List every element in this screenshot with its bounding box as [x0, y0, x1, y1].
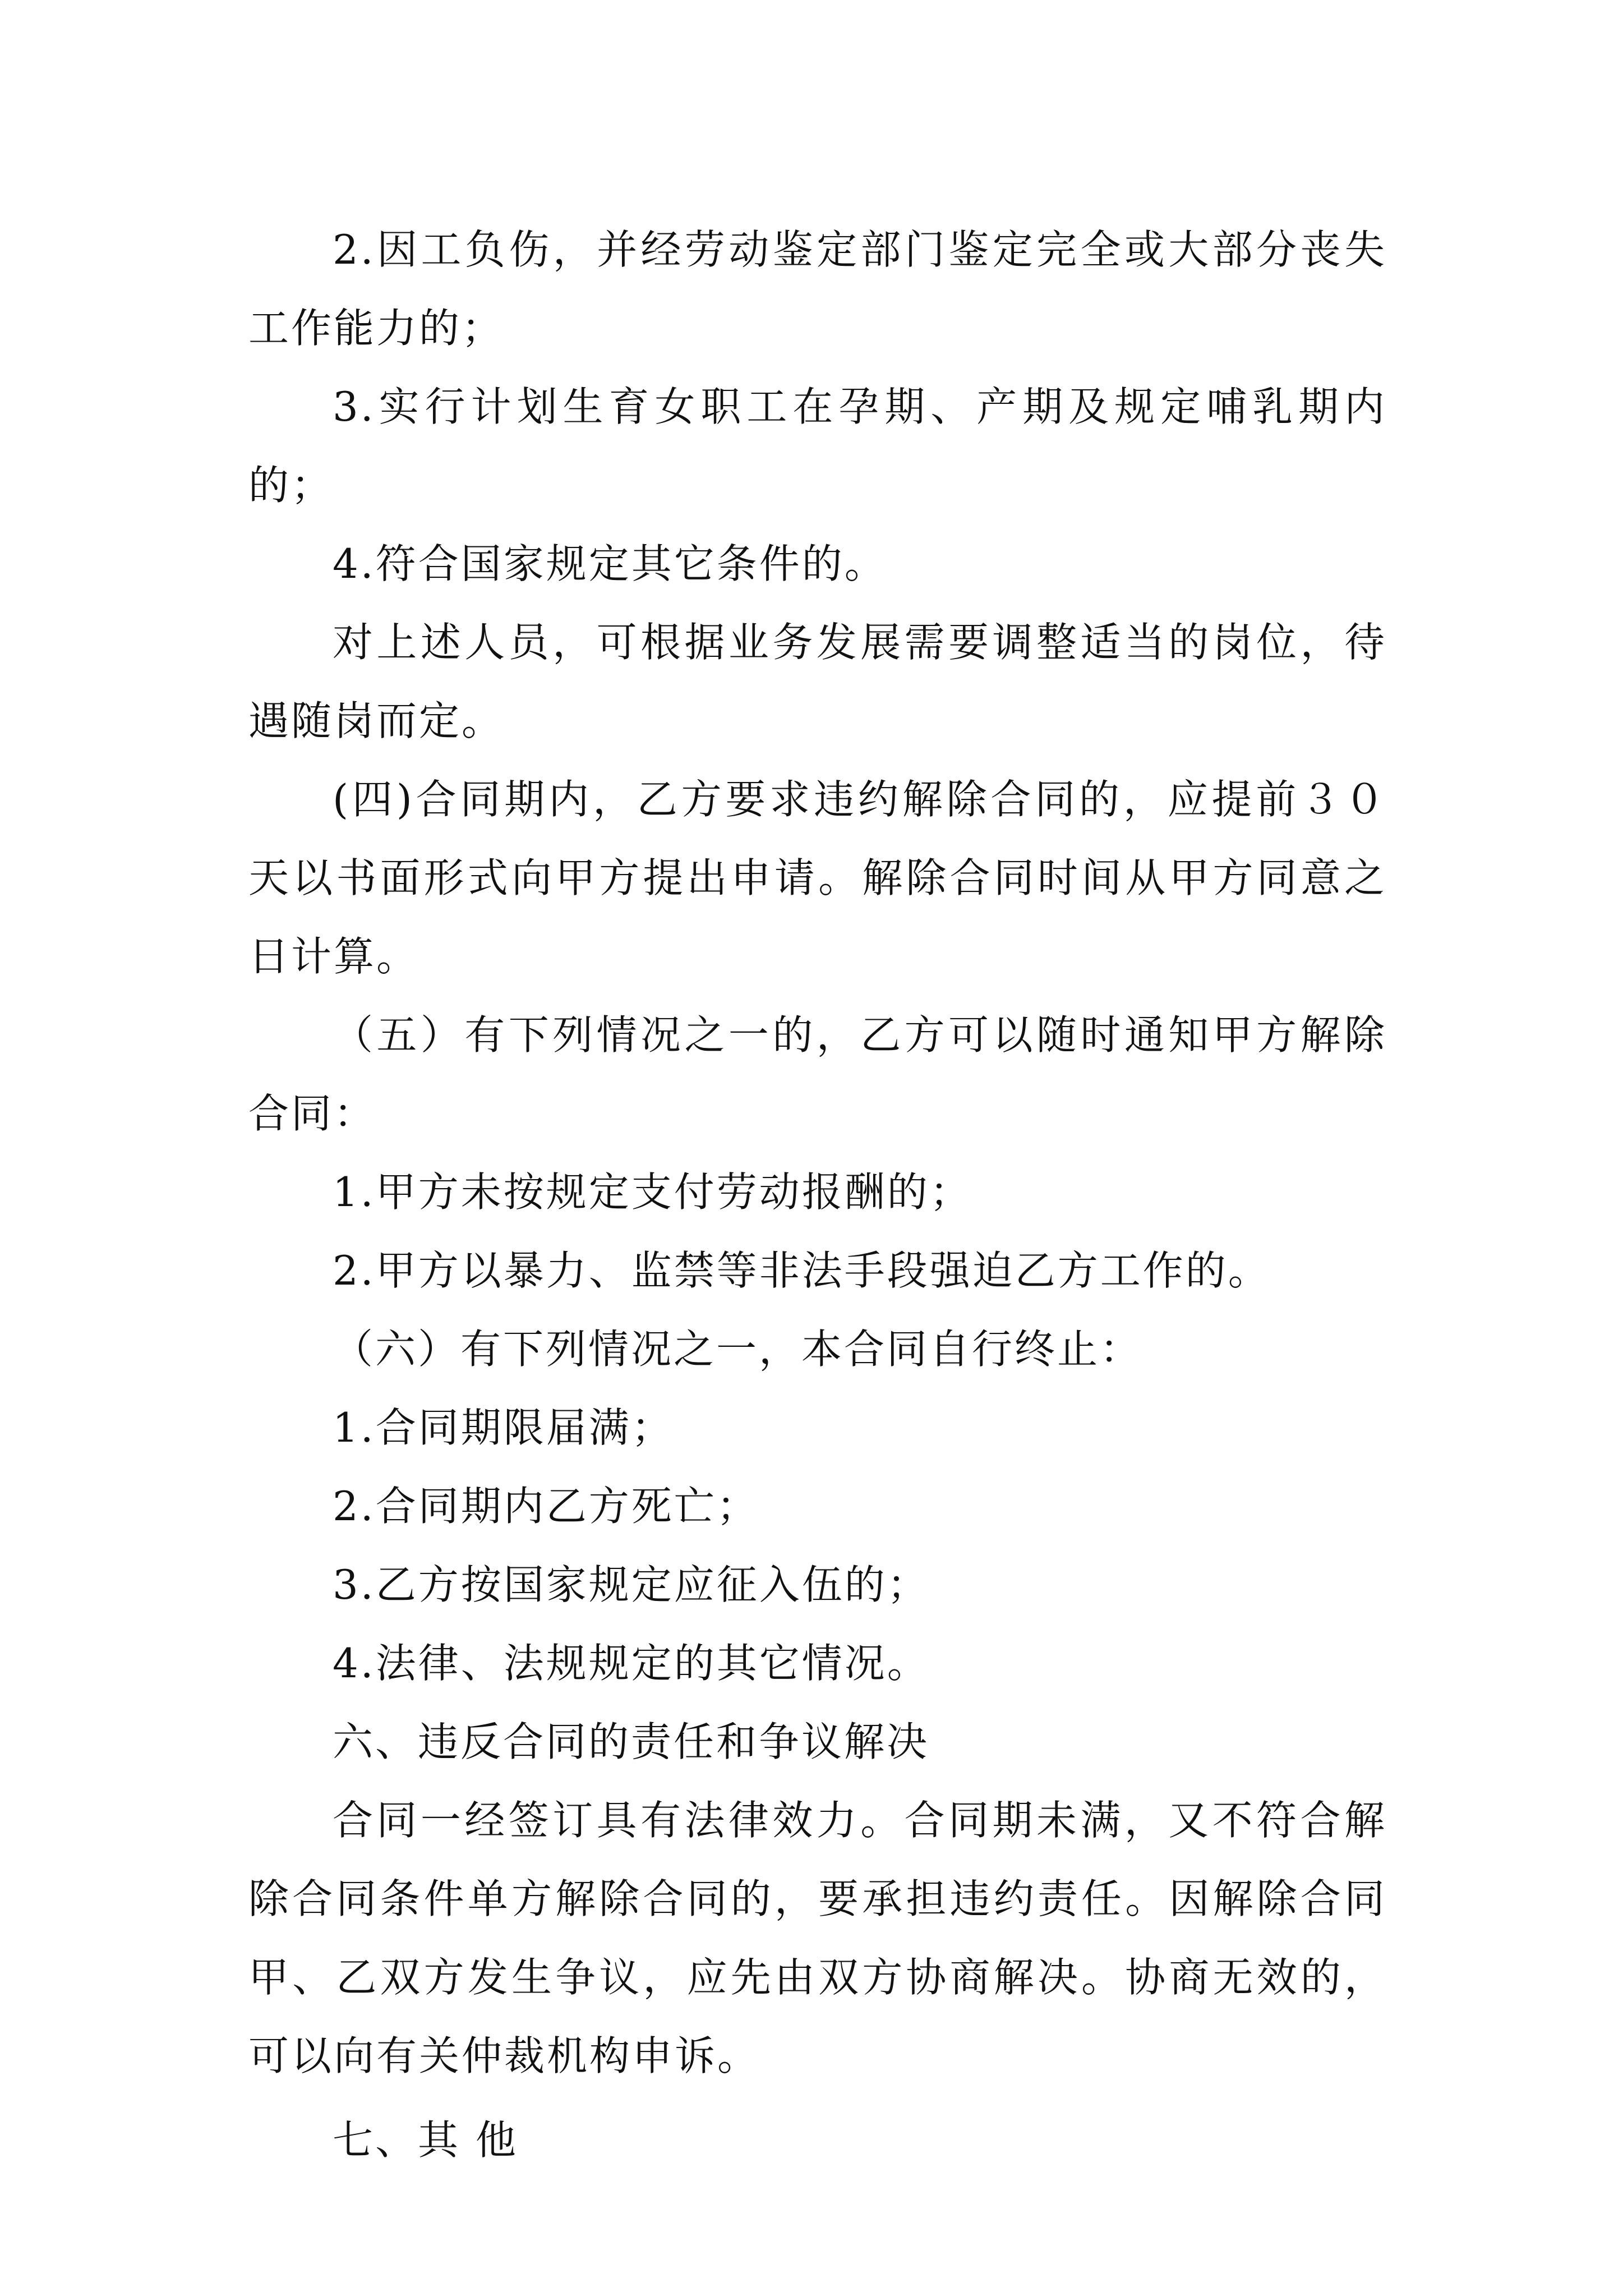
paragraph-liability-body: 合同一经签订具有法律效力。合同期未满，又不符合解除合同条件单方解除合同的，要承担违约责任。因解除合同甲、乙双方发生争议，应先由双方协商解决。协商无效的，可以向有关仲裁机构申诉。	[248, 1797, 1387, 2079]
paragraph-section-5-item-1: 1.甲方未按规定支付劳动报酬的；	[333, 1168, 972, 1216]
paragraph-section-6-item-1: 1.合同期限届满；	[333, 1404, 674, 1451]
document-body	[248, 210, 1387, 2179]
paragraph-section-6-heading: （六）有下列情况之一，本合同自行终止：	[333, 1326, 1143, 1373]
section-heading-other: 七、其 他	[333, 2116, 518, 2164]
paragraph-adjust-positions: 对上述人员，可根据业务发展需要调整适当的岗位，待遇随岗而定。	[248, 619, 1387, 744]
paragraph-section-4-resignation: (四)合同期内，乙方要求违约解除合同的，应提前３０天以书面形式向甲方提出申请。解除合同时间从甲方同意之日计算。	[248, 776, 1387, 980]
paragraph-section-5-item-2: 2.甲方以暴力、监禁等非法手段强迫乙方工作的。	[333, 1247, 1271, 1294]
paragraph-section-5-heading: （五）有下列情况之一的，乙方可以随时通知甲方解除合同：	[248, 1011, 1387, 1137]
paragraph-section-6-item-3: 3.乙方按国家规定应征入伍的；	[333, 1561, 930, 1608]
paragraph-item-3-family-planning: 3.实行计划生育女职工在孕期、产期及规定哺乳期内的；	[248, 383, 1387, 509]
section-heading-liability: 六、违反合同的责任和争议解决	[333, 1718, 930, 1765]
paragraph-item-4-other-conditions: 4.符合国家规定其它条件的。	[333, 540, 887, 587]
paragraph-item-2-work-injury: 2.因工负伤，并经劳动鉴定部门鉴定完全或大部分丧失工作能力的；	[248, 226, 1387, 352]
paragraph-section-6-item-4: 4.法律、法规规定的其它情况。	[333, 1640, 930, 1687]
paragraph-section-6-item-2: 2.合同期内乙方死亡；	[333, 1483, 759, 1530]
